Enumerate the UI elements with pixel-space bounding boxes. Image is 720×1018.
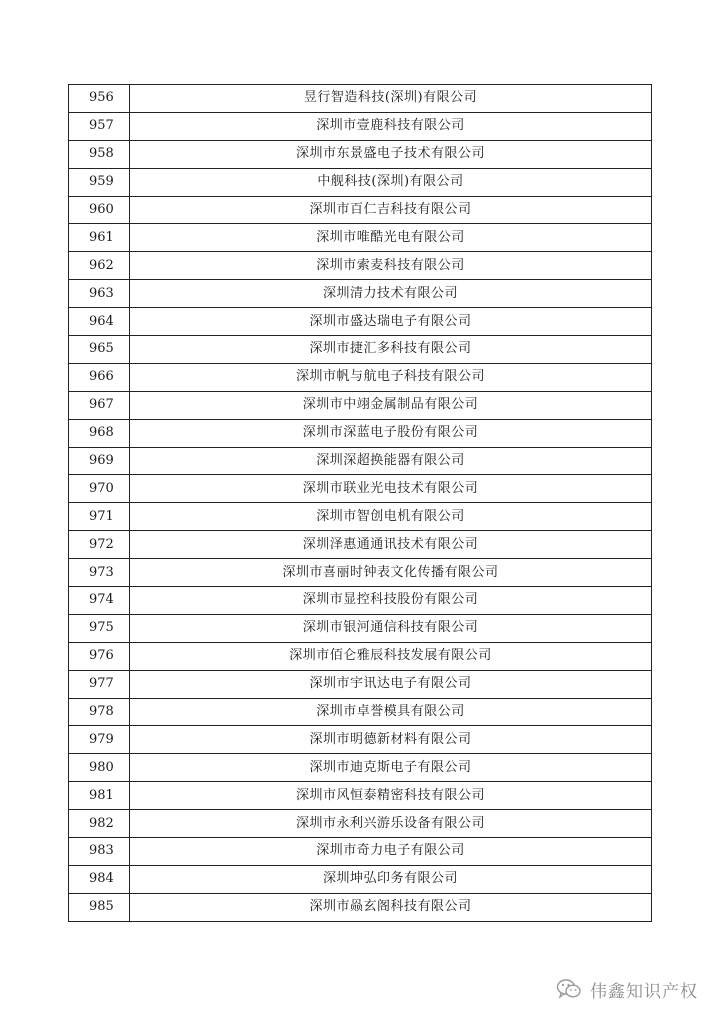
company-name: 深圳市风恒泰精密科技有限公司 — [130, 782, 652, 810]
company-name: 深圳市联业光电技术有限公司 — [130, 475, 652, 503]
row-number: 975 — [69, 614, 130, 642]
row-number: 977 — [69, 670, 130, 698]
row-number: 966 — [69, 363, 130, 391]
table-row — [69, 196, 652, 224]
wechat-icon — [556, 978, 582, 1000]
company-name: 深圳泽惠通通讯技术有限公司 — [130, 531, 652, 559]
company-name: 深圳市显控科技股份有限公司 — [130, 587, 652, 615]
company-name: 深圳市奇力电子有限公司 — [130, 838, 652, 866]
row-number: 982 — [69, 810, 130, 838]
row-number: 981 — [69, 782, 130, 810]
row-number: 985 — [69, 893, 130, 921]
row-number: 979 — [69, 726, 130, 754]
company-name: 昱行智造科技(深圳)有限公司 — [130, 85, 652, 113]
row-number: 971 — [69, 503, 130, 531]
row-number: 965 — [69, 336, 130, 364]
table-row — [69, 838, 652, 866]
company-name: 深圳市捷汇多科技有限公司 — [130, 336, 652, 364]
row-number: 974 — [69, 587, 130, 615]
table-row — [69, 447, 652, 475]
table-row — [69, 726, 652, 754]
row-number: 956 — [69, 85, 130, 113]
table-row — [69, 782, 652, 810]
row-number: 964 — [69, 308, 130, 336]
table-row — [69, 698, 652, 726]
company-name: 深圳市帆与航电子科技有限公司 — [130, 363, 652, 391]
row-number: 967 — [69, 391, 130, 419]
table-row — [69, 810, 652, 838]
company-name: 深圳市唯酷光电有限公司 — [130, 224, 652, 252]
company-name: 深圳市永利兴游乐设备有限公司 — [130, 810, 652, 838]
company-name: 深圳市百仁吉科技有限公司 — [130, 196, 652, 224]
table-row — [69, 252, 652, 280]
row-number: 980 — [69, 754, 130, 782]
table-row — [69, 224, 652, 252]
table-row — [69, 670, 652, 698]
table-row — [69, 587, 652, 615]
company-name: 深圳市宇讯达电子有限公司 — [130, 670, 652, 698]
company-name: 深圳清力技术有限公司 — [130, 280, 652, 308]
table-row — [69, 363, 652, 391]
table-body — [69, 85, 652, 922]
row-number: 972 — [69, 531, 130, 559]
table-row — [69, 85, 652, 113]
table-row — [69, 112, 652, 140]
company-name: 深圳深超换能器有限公司 — [130, 447, 652, 475]
company-name: 深圳市明德新材料有限公司 — [130, 726, 652, 754]
company-name: 深圳市赑玄阁科技有限公司 — [130, 893, 652, 921]
table-row — [69, 754, 652, 782]
table-row — [69, 308, 652, 336]
row-number: 978 — [69, 698, 130, 726]
watermark-text: 伟鑫知识产权 — [590, 981, 698, 1002]
watermark — [556, 974, 698, 1004]
row-number: 968 — [69, 419, 130, 447]
row-number: 976 — [69, 642, 130, 670]
row-number: 963 — [69, 280, 130, 308]
company-name: 深圳市中翊金属制品有限公司 — [130, 391, 652, 419]
table-row — [69, 893, 652, 921]
row-number: 970 — [69, 475, 130, 503]
company-name: 深圳市东景盛电子技术有限公司 — [130, 140, 652, 168]
company-name: 深圳市盛达瑞电子有限公司 — [130, 308, 652, 336]
table-row — [69, 642, 652, 670]
table-row — [69, 503, 652, 531]
row-number: 962 — [69, 252, 130, 280]
company-name: 深圳市壹鹿科技有限公司 — [130, 112, 652, 140]
row-number: 969 — [69, 447, 130, 475]
company-name: 深圳市银河通信科技有限公司 — [130, 614, 652, 642]
table-row — [69, 336, 652, 364]
table-row — [69, 391, 652, 419]
table-row — [69, 865, 652, 893]
row-number: 957 — [69, 112, 130, 140]
row-number: 961 — [69, 224, 130, 252]
row-number: 959 — [69, 168, 130, 196]
row-number: 983 — [69, 838, 130, 866]
table-row — [69, 531, 652, 559]
table-row — [69, 559, 652, 587]
company-name: 深圳坤弘印务有限公司 — [130, 865, 652, 893]
table-row — [69, 419, 652, 447]
company-name: 深圳市索麦科技有限公司 — [130, 252, 652, 280]
company-list-table — [68, 84, 652, 922]
table-row — [69, 475, 652, 503]
table-row — [69, 614, 652, 642]
company-name: 深圳市迪克斯电子有限公司 — [130, 754, 652, 782]
company-name: 深圳市佰仑雅辰科技发展有限公司 — [130, 642, 652, 670]
row-number: 973 — [69, 559, 130, 587]
company-name: 中舰科技(深圳)有限公司 — [130, 168, 652, 196]
table-row — [69, 280, 652, 308]
company-name: 深圳市智创电机有限公司 — [130, 503, 652, 531]
row-number: 984 — [69, 865, 130, 893]
table-row — [69, 140, 652, 168]
company-name: 深圳市深蓝电子股份有限公司 — [130, 419, 652, 447]
table-row — [69, 168, 652, 196]
company-name: 深圳市喜丽时钟表文化传播有限公司 — [130, 559, 652, 587]
row-number: 958 — [69, 140, 130, 168]
row-number: 960 — [69, 196, 130, 224]
company-name: 深圳市卓誉模具有限公司 — [130, 698, 652, 726]
